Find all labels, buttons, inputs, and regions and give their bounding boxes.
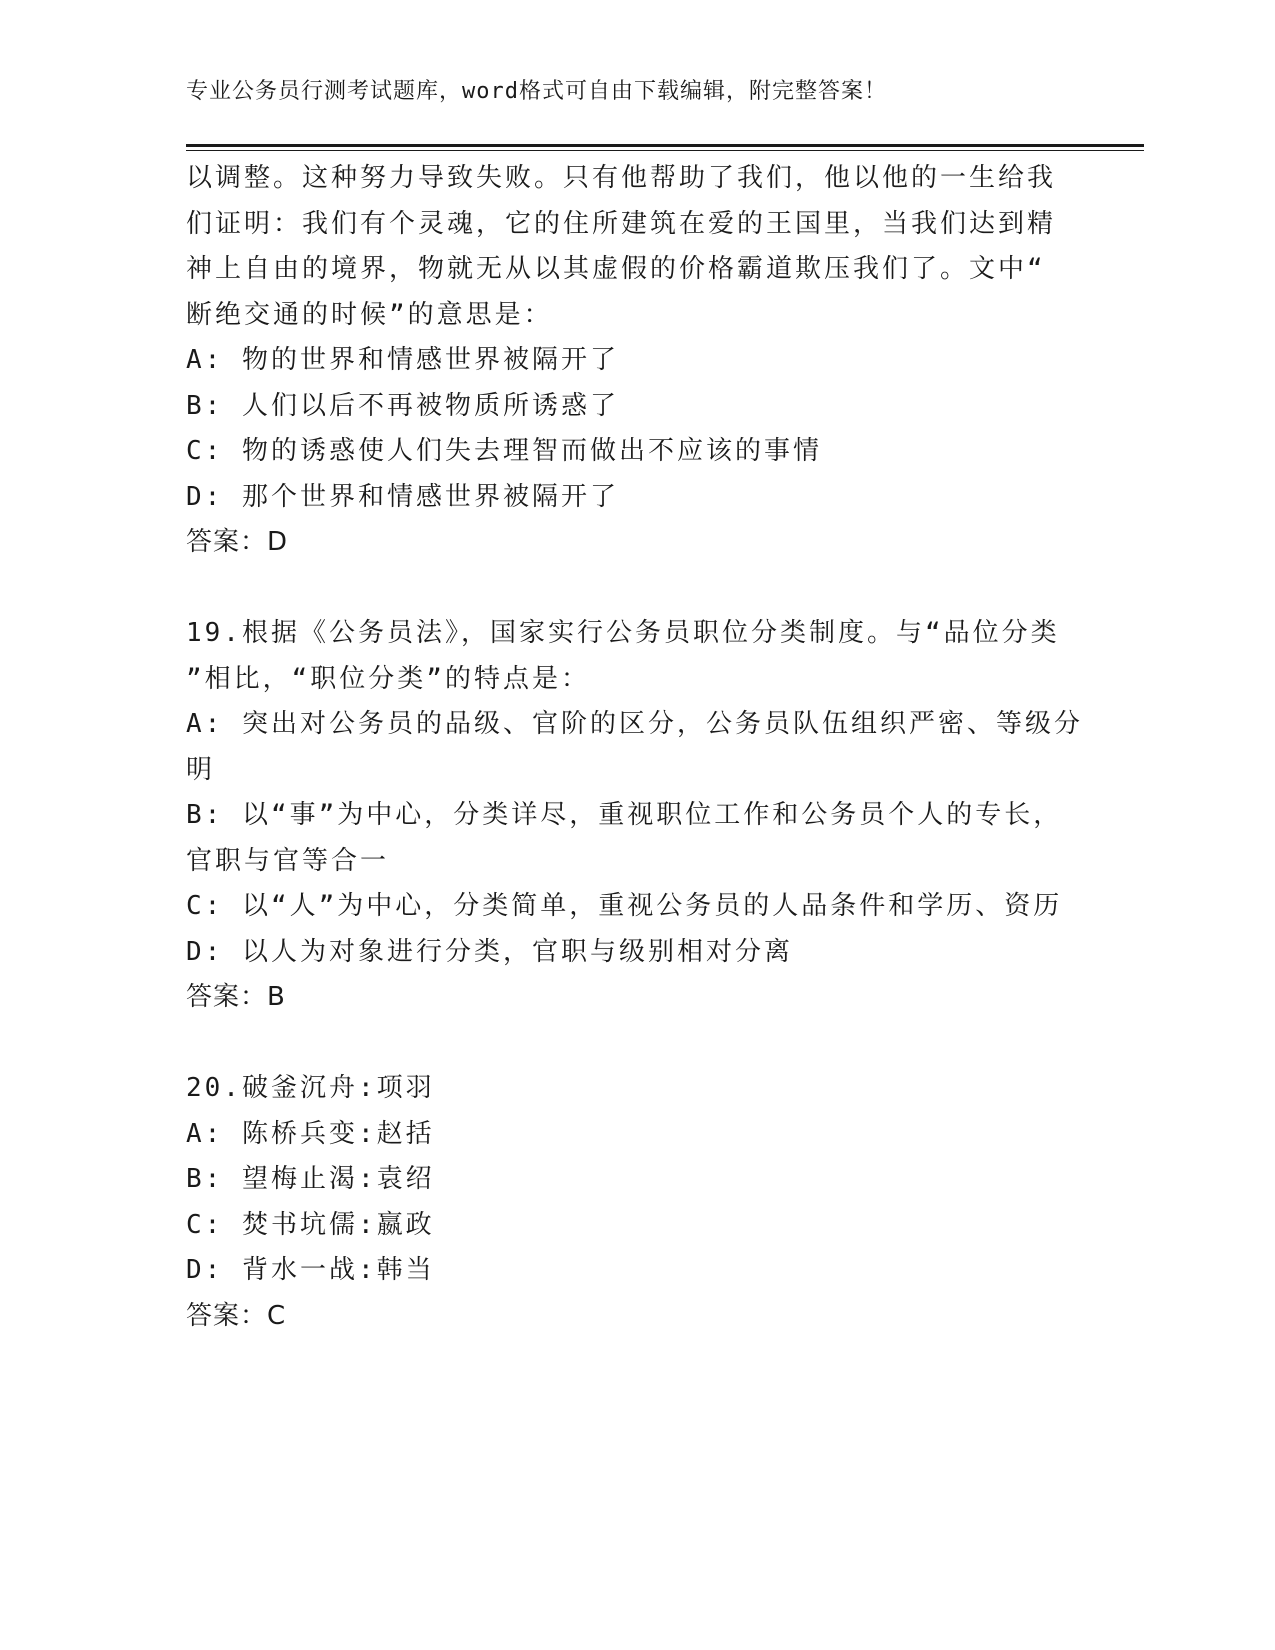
spacer (186, 1021, 1086, 1067)
option-c: C: 以“人”为中心，分类简单，重视公务员的人品条件和学历、资历 (186, 891, 1063, 921)
answer-line: 答案：C (186, 1300, 287, 1331)
option-b: B: 望梅止渴:袁绍 (186, 1164, 435, 1194)
header-rule-thin (186, 150, 1144, 151)
passage-question (186, 156, 1086, 566)
option-b-continued: 官职与官等合一 (186, 845, 390, 876)
answer-line: 答案：B (186, 982, 286, 1012)
option-c: C: 物的诱惑使人们失去理智而做出不应该的事情 (186, 436, 822, 466)
option-a: A: 物的世界和情感世界被隔开了 (186, 345, 619, 375)
question-stem-line: 20.破釜沉舟:项羽 (186, 1073, 435, 1103)
option-b: B: 以“事”为中心，分类详尽，重视职位工作和公务员个人的专长， (186, 800, 1063, 830)
option-a: A: 突出对公务员的品级、官阶的区分，公务员队伍组织严密、等级分 (186, 709, 1083, 739)
question-stem-line: ”相比，“职位分类”的特点是： (186, 663, 590, 694)
option-d: D: 以人为对象进行分类，官职与级别相对分离 (186, 936, 793, 967)
option-d: D: 那个世界和情感世界被隔开了 (186, 481, 619, 512)
question-19 (186, 611, 1086, 1021)
spacer (186, 566, 1086, 612)
option-b: B: 人们以后不再被物质所诱惑了 (186, 390, 619, 421)
document-body (186, 156, 1086, 1339)
passage-line: 以调整。这种努力导致失败。只有他帮助了我们，他以他的一生给我 (186, 163, 1057, 193)
question-stem-line: 19.根据《公务员法》，国家实行公务员职位分类制度。与“品位分类 (186, 618, 1060, 648)
option-c: C: 焚书坑儒:嬴政 (186, 1209, 435, 1240)
option-d: D: 背水一战:韩当 (186, 1255, 435, 1285)
option-a: A: 陈桥兵变:赵括 (186, 1118, 435, 1149)
header-rule-thick (186, 144, 1144, 147)
passage-line: 断绝交通的时候”的意思是： (186, 299, 553, 330)
passage-line: 们证明：我们有个灵魂，它的住所建筑在爱的王国里，当我们达到精 (186, 208, 1057, 239)
question-20 (186, 1066, 1086, 1339)
page-header: 专业公务员行测考试题库，word格式可自由下载编辑，附完整答案！ (186, 79, 887, 104)
passage-line: 神上自由的境界，物就无从以其虚假的价格霸道欺压我们了。文中“ (186, 254, 1046, 284)
option-a-continued: 明 (186, 754, 216, 785)
answer-line: 答案：D (186, 527, 289, 557)
